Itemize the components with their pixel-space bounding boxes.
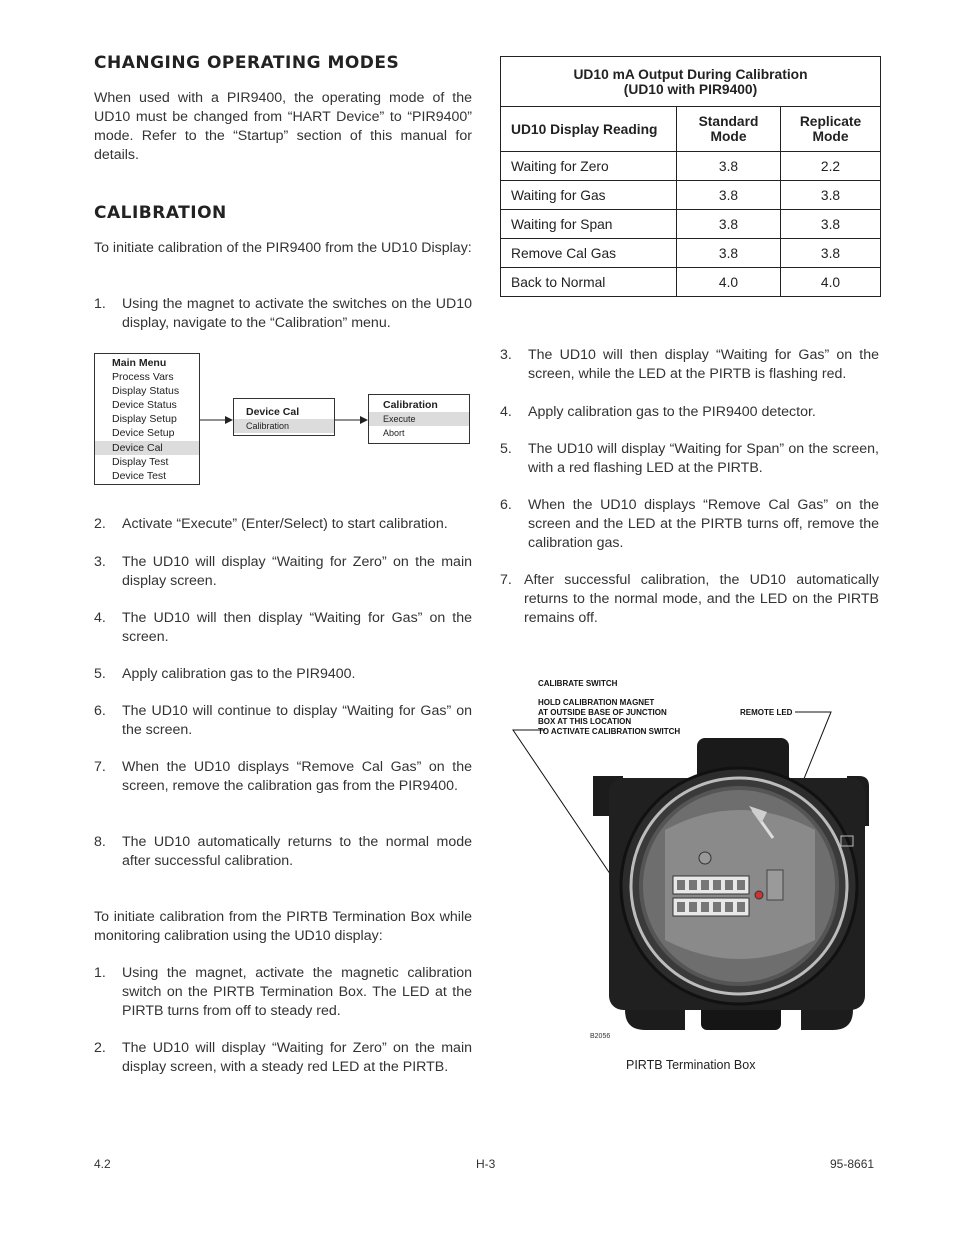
figure-caption: PIRTB Termination Box (626, 1058, 756, 1072)
figure-code: B2056 (590, 1033, 611, 1040)
pirtb-step-7: 7. After successful calibration, the UD10 automatically returns to the normal mode, and the LED on the PIRTB remains off. (500, 572, 879, 626)
menu-item: Device Status (112, 399, 177, 412)
cal-item-abort: Abort (383, 428, 405, 439)
menu-item-selected: Device Cal (95, 441, 199, 455)
cal-item-execute: Execute (369, 412, 469, 426)
label-hold-magnet: HOLD CALIBRATION MAGNET AT OUTSIDE BASE OF JUNCTION BOX AT THIS LOCATION TO ACTIVATE CALIBRATION SWITCH (538, 698, 681, 736)
calibration-box (368, 394, 470, 444)
pirtb-step-2: 2. The UD10 will display “Waiting for Zero” on the main display screen, with a steady red LED at the PIRTB. (94, 1040, 472, 1075)
footer-center: H-3 (476, 1157, 496, 1171)
pirtb-step-5: 5. The UD10 will display “Waiting for Span” on the screen, with a red flashing LED at the PIRTB. (500, 441, 879, 476)
menu-item: Device Test (112, 469, 167, 482)
table-header: Standard Mode (677, 107, 781, 152)
pirtb-step-1: 1. Using the magnet, activate the magnetic calibration switch on the PIRTB Termination Box. The LED at the PIRTB turns from off to steady red. (94, 965, 472, 1019)
table-row: Remove Cal Gas 3.8 3.8 (501, 239, 881, 268)
step-4: 4. The UD10 will then display “Waiting for Gas” on the screen. (94, 610, 472, 645)
pirtb-step-4: 4. Apply calibration gas to the PIR9400 detector. (500, 404, 816, 420)
table-header: UD10 Display Reading (501, 107, 677, 152)
menu-item: Display Setup (112, 413, 177, 426)
menu-item: Display Status (112, 385, 180, 398)
pirtb-intro: To initiate calibration from the PIRTB Termination Box while monitoring calibration using the UD10 display: (94, 909, 472, 944)
table-row: Back to Normal 4.0 4.0 (501, 268, 881, 297)
footer-left: 4.2 (94, 1157, 111, 1171)
footer-right: 95-8661 (830, 1157, 875, 1171)
step-5: 5. Apply calibration gas to the PIR9400. (94, 666, 356, 682)
calibration-title: Calibration (383, 399, 438, 411)
step-1-ud10: 1. Using the magnet to activate the switches on the UD10 display, navigate to the “Calibration” menu. (94, 296, 472, 331)
ma-output-table (500, 56, 881, 297)
table-row: Waiting for Gas 3.8 3.8 (501, 181, 881, 210)
menu-arrows (200, 405, 370, 435)
table-row: Waiting for Span 3.8 3.8 (501, 210, 881, 239)
main-menu-title: Main Menu (112, 357, 167, 369)
table-title: UD10 mA Output During Calibration (UD10 with PIR9400) (501, 57, 881, 107)
main-menu-box (94, 353, 200, 485)
step-3: 3. The UD10 will display “Waiting for Zero” on the main display screen. (94, 554, 472, 589)
label-remote-led: REMOTE LED (740, 708, 793, 717)
pirtb-step-3: 3. The UD10 will then display “Waiting for Gas” on the screen, while the LED at the PIRTB is flashing red. (500, 347, 879, 382)
menu-item: Device Setup (112, 427, 175, 440)
heading-changing-modes: CHANGING OPERATING MODES (94, 53, 400, 73)
step-7: 7. When the UD10 displays “Remove Cal Gas” on the screen, remove the calibration gas from the PIR9400. (94, 759, 472, 794)
calibration-intro: To initiate calibration of the PIR9400 from the UD10 Display: (94, 240, 472, 256)
device-cal-item: Calibration (234, 419, 334, 433)
device-cal-title: Device Cal (246, 406, 300, 418)
table-row: Waiting for Zero 3.8 2.2 (501, 152, 881, 181)
step-8: 8. The UD10 automatically returns to the normal mode after successful calibration. (94, 834, 472, 869)
menu-item: Display Test (112, 455, 169, 468)
pirtb-photo (505, 700, 875, 1045)
menu-item: Process Vars (112, 371, 174, 384)
pirtb-step-6: 6. When the UD10 displays “Remove Cal Gas” on the screen and the LED at the PIRTB turns off, remove the calibration gas. (500, 497, 879, 551)
step-6: 6. The UD10 will continue to display “Waiting for Gas” on the screen. (94, 703, 472, 738)
table-header: Replicate Mode (781, 107, 881, 152)
heading-calibration: CALIBRATION (94, 203, 227, 223)
changing-modes-text: When used with a PIR9400, the operating mode of the UD10 must be changed from “HART Device” to “PIR9400” mode. Refer to the “Startup” section of this manual for details. (94, 90, 472, 163)
label-calibrate-switch: CALIBRATE SWITCH (538, 679, 618, 688)
step-2: 2. Activate “Execute” (Enter/Select) to start calibration. (94, 516, 448, 532)
